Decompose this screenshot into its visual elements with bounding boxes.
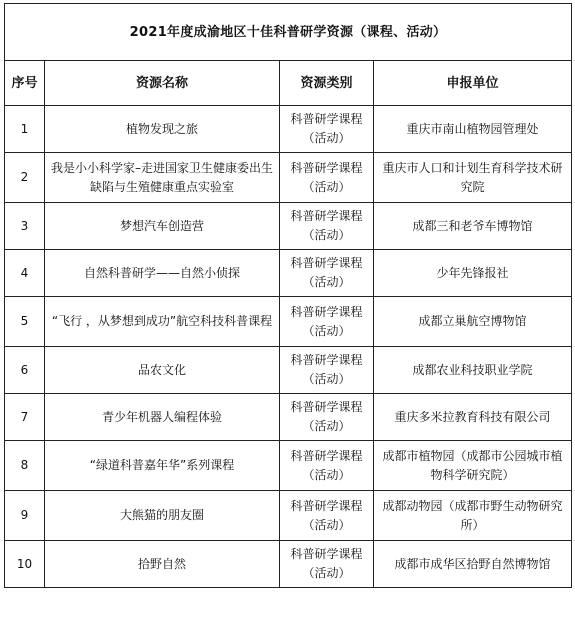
row-number: 4	[5, 250, 45, 297]
category-line-1: 科普研学课程	[290, 209, 363, 223]
category-line-2: （活动）	[302, 372, 351, 386]
category-line-1: 科普研学课程	[290, 353, 363, 367]
resource-name: “飞行 ，从梦想到成功”航空科技科普课程	[45, 297, 280, 347]
resource-name: 大熊猫的朋友圈	[45, 491, 280, 541]
category-line-2: （活动）	[302, 275, 351, 289]
header-no: 序号	[5, 61, 45, 106]
table-row	[5, 394, 572, 441]
header-unit: 申报单位	[374, 61, 572, 106]
table-title-row	[5, 4, 572, 61]
table-row	[5, 153, 572, 203]
category-line-2: （活动）	[302, 228, 351, 242]
resource-category	[280, 491, 374, 541]
category-line-1: 科普研学课程	[290, 304, 363, 319]
resource-category	[280, 153, 374, 203]
row-number: 2	[5, 153, 45, 203]
applicant-unit: 重庆市人口和计划生育科学技术研究院	[374, 153, 572, 203]
category-line-2: （活动）	[302, 419, 351, 433]
resource-name: 我是小小科学家–走进国家卫生健康委出生缺陷与生殖健康重点实验室	[45, 153, 280, 203]
resource-category	[280, 347, 374, 394]
category-line-1: 科普研学课程	[290, 547, 363, 561]
category-line-2: （活动）	[302, 467, 351, 482]
applicant-unit: 成都动物园（成都市野生动物研究所）	[374, 491, 572, 541]
applicant-unit: 重庆多米拉教育科技有限公司	[374, 394, 572, 441]
resource-name: 拾野自然	[45, 541, 280, 588]
table-row	[5, 297, 572, 347]
resource-category	[280, 297, 374, 347]
table-row	[5, 441, 572, 491]
resource-name: 自然科普研学——自然小侦探	[45, 250, 280, 297]
header-category: 资源类别	[280, 61, 374, 106]
category-line-2: （活动）	[302, 179, 351, 194]
resource-name: “绿道科普嘉年华”系列课程	[45, 441, 280, 491]
applicant-unit: 成都立巢航空博物馆	[374, 297, 572, 347]
resource-name: 青少年机器人编程体验	[45, 394, 280, 441]
category-line-1: 科普研学课程	[290, 256, 363, 270]
table-row	[5, 250, 572, 297]
category-line-1: 科普研学课程	[290, 112, 363, 126]
row-number: 8	[5, 441, 45, 491]
applicant-unit: 成都市成华区拾野自然博物馆	[374, 541, 572, 588]
table-row	[5, 203, 572, 250]
applicant-unit: 成都市植物园（成都市公园城市植物科学研究院）	[374, 441, 572, 491]
row-number: 10	[5, 541, 45, 588]
resource-name: 梦想汽车创造营	[45, 203, 280, 250]
category-line-2: （活动）	[302, 566, 351, 580]
resource-category	[280, 541, 374, 588]
row-number: 5	[5, 297, 45, 347]
applicant-unit: 成都三和老爷车博物馆	[374, 203, 572, 250]
resource-name: 品农文化	[45, 347, 280, 394]
resource-table	[4, 3, 572, 588]
row-number: 3	[5, 203, 45, 250]
header-row	[5, 61, 572, 106]
row-number: 7	[5, 394, 45, 441]
applicant-unit: 成都农业科技职业学院	[374, 347, 572, 394]
category-line-1: 科普研学课程	[290, 160, 363, 175]
applicant-unit: 重庆市南山植物园管理处	[374, 106, 572, 153]
category-line-1: 科普研学课程	[290, 448, 363, 463]
resource-category	[280, 250, 374, 297]
table-row	[5, 491, 572, 541]
table-row	[5, 541, 572, 588]
applicant-unit: 少年先锋报社	[374, 250, 572, 297]
category-line-2: （活动）	[302, 517, 351, 532]
category-line-2: （活动）	[302, 323, 351, 338]
category-line-2: （活动）	[302, 131, 351, 145]
resource-category	[280, 106, 374, 153]
row-number: 9	[5, 491, 45, 541]
category-line-1: 科普研学课程	[290, 400, 363, 414]
document-sheet	[4, 3, 571, 625]
category-line-1: 科普研学课程	[290, 498, 363, 513]
row-number: 6	[5, 347, 45, 394]
resource-category	[280, 441, 374, 491]
resource-name: 植物发现之旅	[45, 106, 280, 153]
table-row	[5, 106, 572, 153]
header-name: 资源名称	[45, 61, 280, 106]
resource-category	[280, 394, 374, 441]
table-row	[5, 347, 572, 394]
resource-category	[280, 203, 374, 250]
row-number: 1	[5, 106, 45, 153]
table-title: 2021年度成渝地区十佳科普研学资源（课程、活动）	[5, 4, 572, 61]
